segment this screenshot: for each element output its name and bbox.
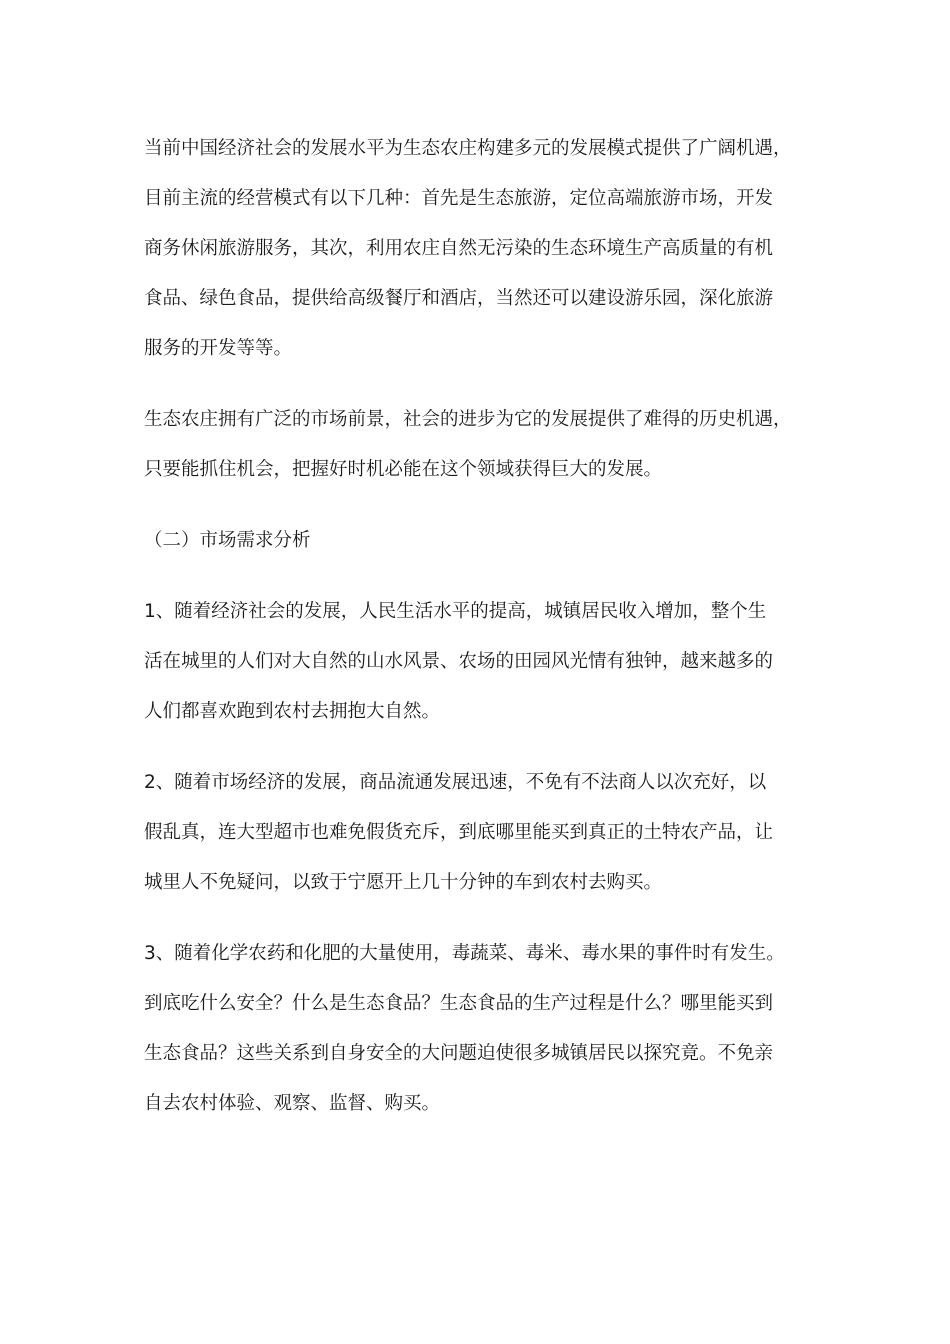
text-line: 2、随着市场经济的发展，商品流通发展迅速，不免有不法商人以次充好，以	[144, 772, 767, 793]
section-heading-market-demand	[144, 516, 806, 566]
text-line: 目前主流的经营模式有以下几种：首先是生态旅游，定位高端旅游市场，开发	[144, 188, 774, 209]
text-line: 当前中国经济社会的发展水平为生态农庄构建多元的发展模式提供了广阔机遇，	[144, 138, 792, 159]
paragraph-demand-1	[144, 587, 806, 737]
text-line: 3、随着化学农药和化肥的大量使用，毒蔬菜、毒米、毒水果的事件时有发生。	[144, 943, 785, 964]
text-line: 生态农庄拥有广泛的市场前景，社会的进步为它的发展提供了难得的历史机遇，	[144, 409, 792, 430]
text-line: 生态食品？这些关系到自身安全的大问题迫使很多城镇居民以探究竟。不免亲	[144, 1043, 774, 1064]
document-body	[144, 124, 806, 1129]
section-heading: （二）市场需求分析	[144, 530, 311, 551]
paragraph-development-modes	[144, 124, 806, 374]
text-line: 人们都喜欢跑到农村去拥抱大自然。	[144, 701, 441, 722]
paragraph-market-prospect	[144, 395, 806, 495]
text-line: 城里人不免疑问，以致于宁愿开上几十分钟的车到农村去购买。	[144, 872, 663, 893]
text-line: 服务的开发等等。	[144, 338, 293, 359]
text-line: 假乱真，连大型超市也难免假货充斥，到底哪里能买到真正的土特农产品，让	[144, 822, 774, 843]
text-line: 到底吃什么安全？什么是生态食品？生态食品的生产过程是什么？哪里能买到	[144, 993, 774, 1014]
text-line: 只要能抓住机会，把握好时机必能在这个领域获得巨大的发展。	[144, 459, 663, 480]
text-line: 活在城里的人们对大自然的山水风景、农场的田园风光情有独钟，越来越多的	[144, 651, 774, 672]
text-line: 商务休闲旅游服务，其次，利用农庄自然无污染的生态环境生产高质量的有机	[144, 238, 774, 259]
text-line: 自去农村体验、观察、监督、购买。	[144, 1093, 441, 1114]
text-line: 1、随着经济社会的发展，人民生活水平的提高，城镇居民收入增加，整个生	[144, 601, 767, 622]
paragraph-demand-2	[144, 758, 806, 908]
paragraph-demand-3	[144, 929, 806, 1129]
text-line: 食品、绿色食品，提供给高级餐厅和酒店，当然还可以建设游乐园，深化旅游	[144, 288, 774, 309]
